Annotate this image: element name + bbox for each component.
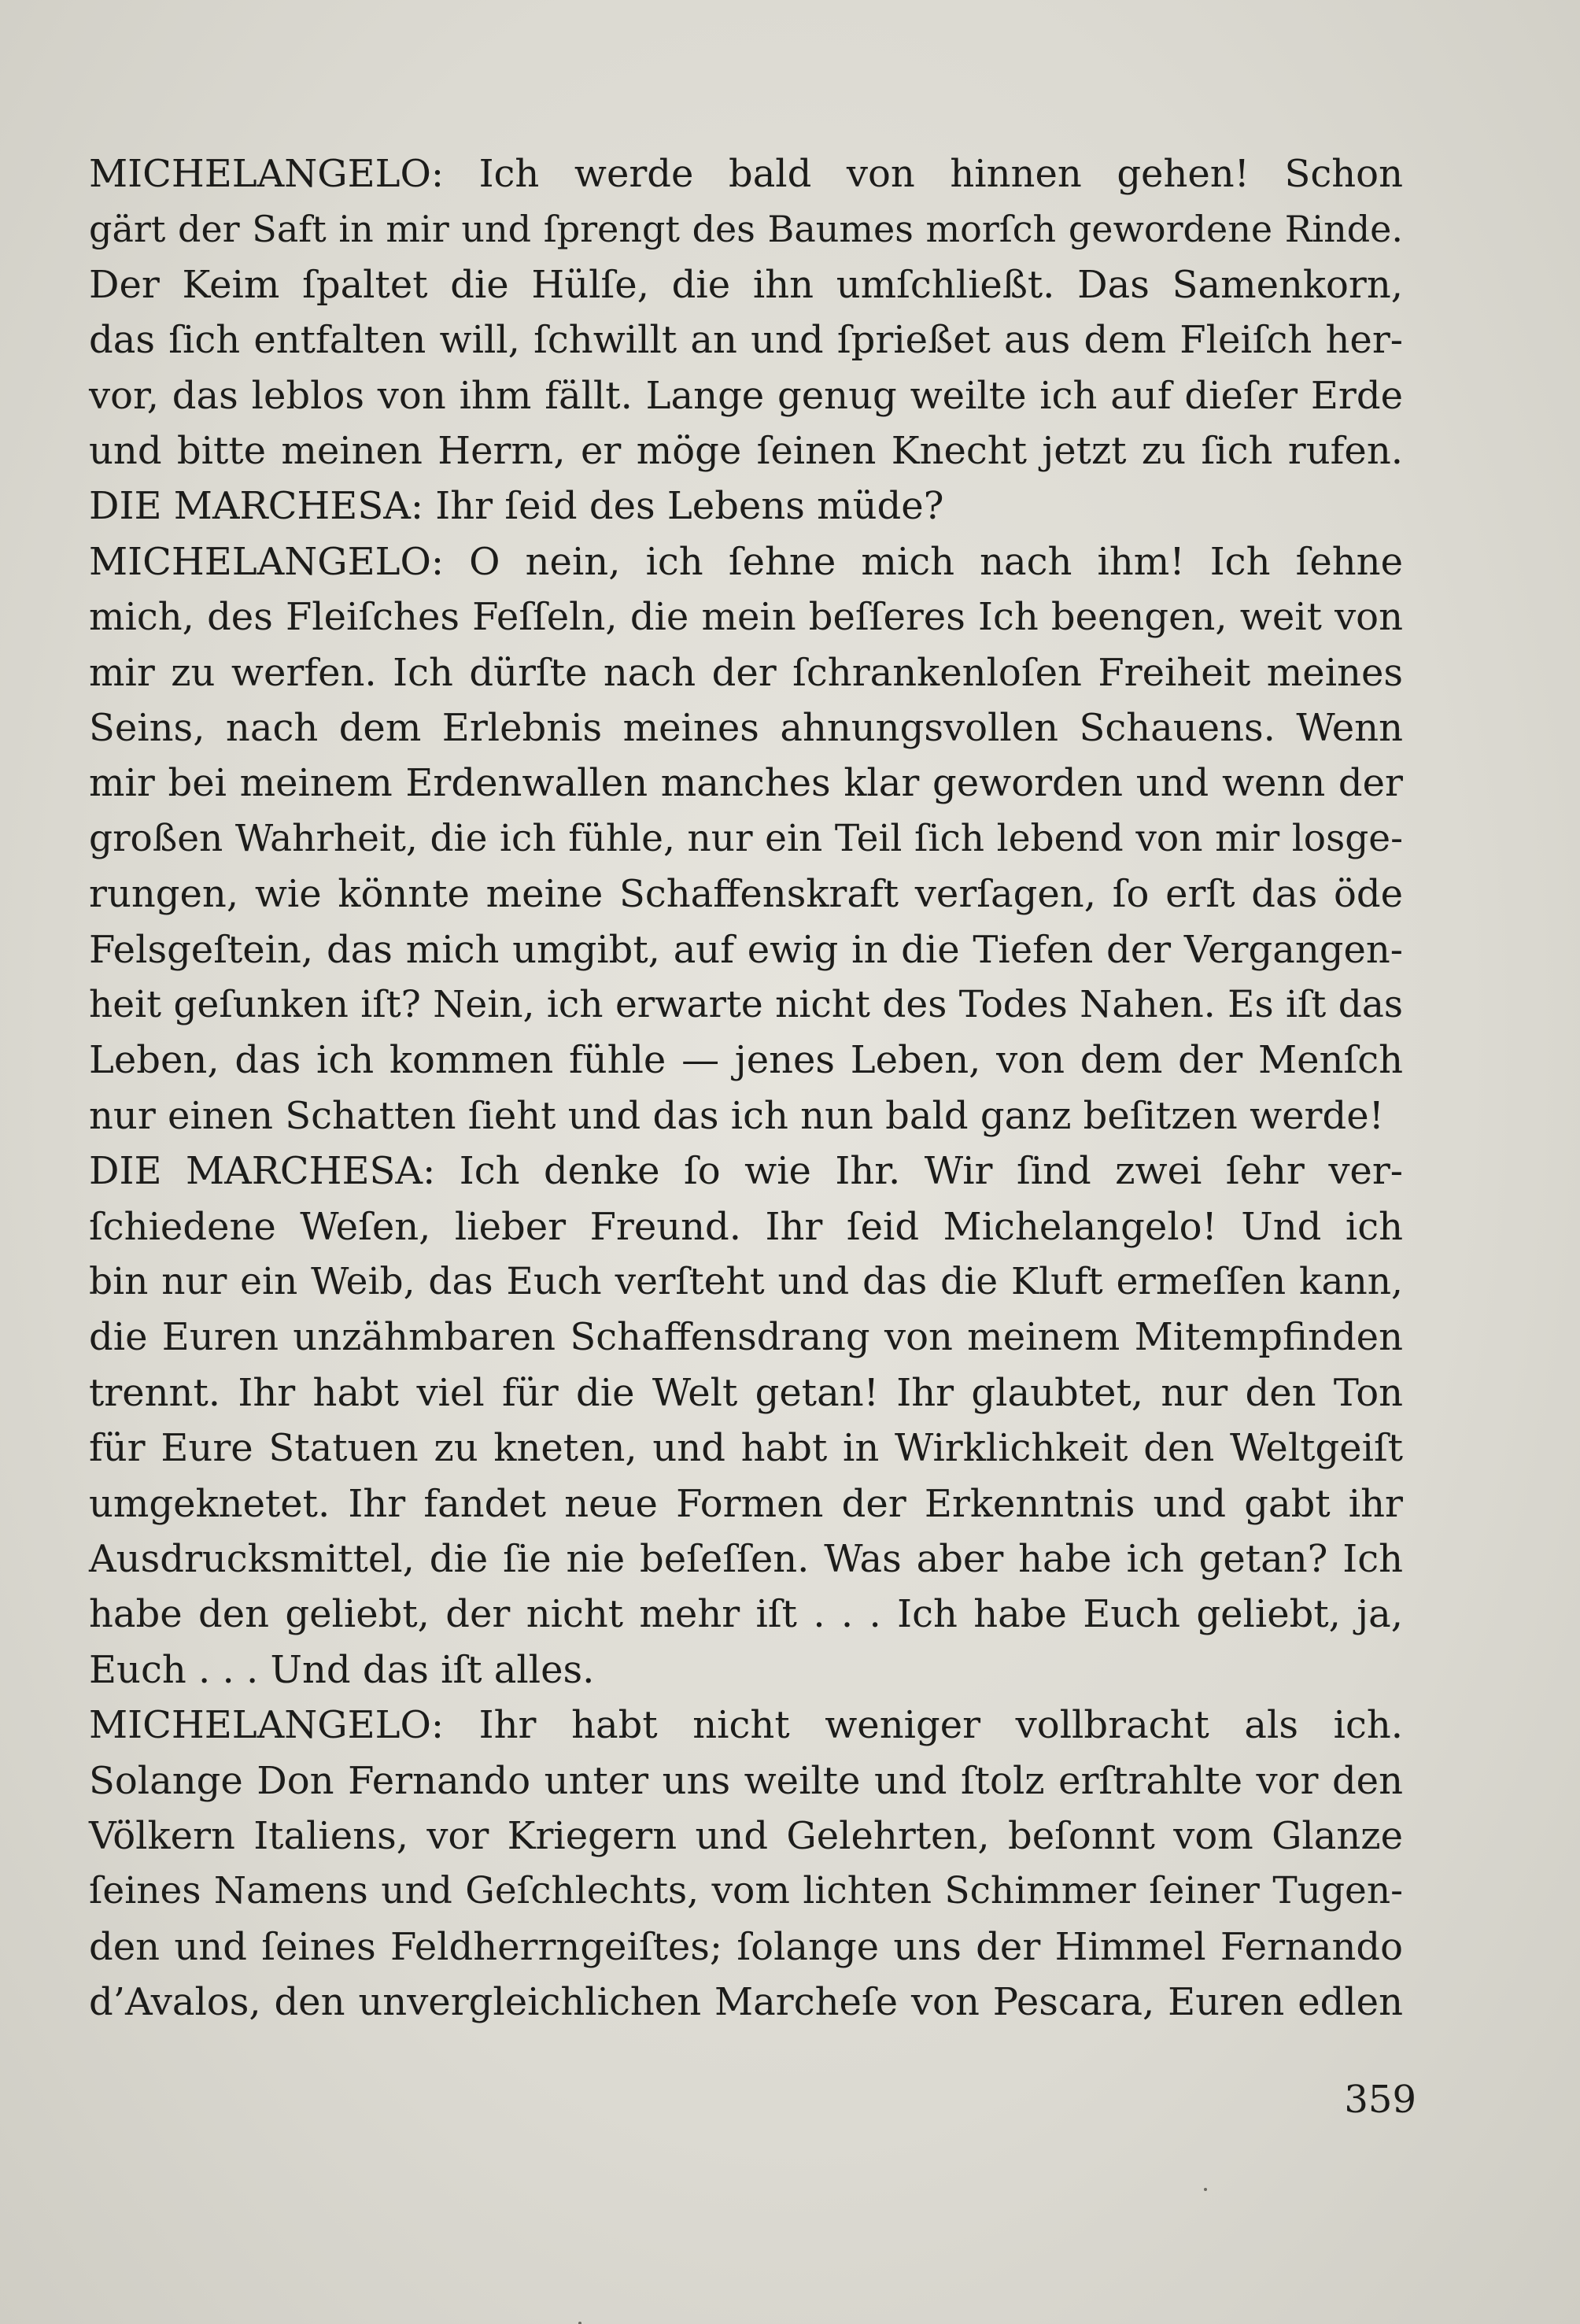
paper-speck	[1204, 2188, 1207, 2191]
text-line: bin nur ein Weib, das Euch verſteht und das die Kluft ermeſſen kann,	[89, 1260, 1403, 1303]
text-line: trennt. Ihr habt viel für die Welt getan! Ihr glaubtet, nur den Ton	[89, 1371, 1403, 1415]
text-line: die Euren unzähmbaren Schaffensdrang von meinem Mitempfinden	[89, 1315, 1403, 1359]
text-line: vor, das leblos von ihm fällt. Lange genug weilte ich auf dieſer Erde	[89, 374, 1403, 418]
text-line: großen Wahrheit, die ich fühle, nur ein Teil ſich lebend von mir losge-	[89, 817, 1403, 860]
text-line: d’Avalos, den unvergleichlichen Marcheſe von Pescara, Euren edlen	[89, 1980, 1403, 2024]
text-line: gärt der Saft in mir und ſprengt des Baumes morſch gewordene Rinde.	[89, 208, 1403, 250]
text-line: Leben, das ich kommen fühle — jenes Leben, von dem der Menſch	[89, 1038, 1403, 1082]
text-line: das ſich entfalten will, ſchwillt an und ſprießet aus dem Fleiſch her-	[89, 318, 1403, 362]
text-line: für Eure Statuen zu kneten, und habt in Wirklichkeit den Weltgeiſt	[89, 1426, 1403, 1470]
text-line: Seins, nach dem Erlebnis meines ahnungsvollen Schauens. Wenn	[89, 706, 1403, 750]
text-line: mir zu werfen. Ich dürſte nach der ſchrankenloſen Freiheit meines	[89, 651, 1403, 695]
text-line: Der Keim ſpaltet die Hülſe, die ihn umſchließt. Das Samenkorn,	[89, 263, 1403, 307]
text-line: MICHELANGELO: Ihr habt nicht weniger vollbracht als ich.	[89, 1703, 1403, 1747]
text-line: ſeines Namens und Geſchlechts, vom lichten Schimmer ſeiner Tugen-	[89, 1869, 1403, 1912]
text-line: MICHELANGELO: O nein, ich ſehne mich nach ihm! Ich ſehne	[89, 540, 1403, 584]
text-line: mich, des Fleiſches Feſſeln, die mein beſſeres Ich beengen, weit von	[89, 595, 1403, 639]
text-line: Felsgeſtein, das mich umgibt, auf ewig in die Tiefen der Vergangen-	[89, 928, 1403, 972]
text-line: DIE MARCHESA: Ich denke ſo wie Ihr. Wir ſind zwei ſehr ver-	[89, 1149, 1403, 1193]
text-line: den und ſeines Feldherrngeiſtes; ſolange uns der Himmel Fernando	[89, 1925, 1403, 1969]
text-line: nur einen Schatten ſieht und das ich nun bald ganz beſitzen werde!	[89, 1094, 1384, 1138]
text-line: Ausdrucksmittel, die ſie nie beſeſſen. Was aber habe ich getan? Ich	[89, 1537, 1403, 1581]
text-line: mir bei meinem Erdenwallen manches klar geworden und wenn der	[89, 761, 1403, 805]
text-line: ſchiedene Weſen, lieber Freund. Ihr ſeid Michelangelo! Und ich	[89, 1205, 1403, 1249]
text-line: MICHELANGELO: Ich werde bald von hinnen gehen! Schon	[89, 152, 1403, 196]
page-number: 359	[1344, 2078, 1416, 2122]
text-line: umgeknetet. Ihr fandet neue Formen der Erkenntnis und gabt ihr	[89, 1482, 1403, 1526]
text-line: Euch . . . Und das iſt alles.	[89, 1648, 595, 1692]
text-line: rungen, wie könnte meine Schaffenskraft verſagen, ſo erſt das öde	[89, 872, 1403, 916]
text-line: habe den geliebt, der nicht mehr iſt . . . Ich habe Euch geliebt, ja,	[89, 1592, 1403, 1636]
text-line: und bitte meinen Herrn, er möge ſeinen Knecht jetzt zu ſich rufen.	[89, 429, 1403, 473]
text-line: Solange Don Fernando unter uns weilte und ſtolz erſtrahlte vor den	[89, 1759, 1403, 1803]
text-line: heit geſunken iſt? Nein, ich erwarte nicht des Todes Nahen. Es iſt das	[89, 983, 1403, 1026]
text-line: DIE MARCHESA: Ihr ſeid des Lebens müde?	[89, 484, 944, 528]
text-line: Völkern Italiens, vor Kriegern und Gelehrten, beſonnt vom Glanze	[89, 1814, 1403, 1858]
